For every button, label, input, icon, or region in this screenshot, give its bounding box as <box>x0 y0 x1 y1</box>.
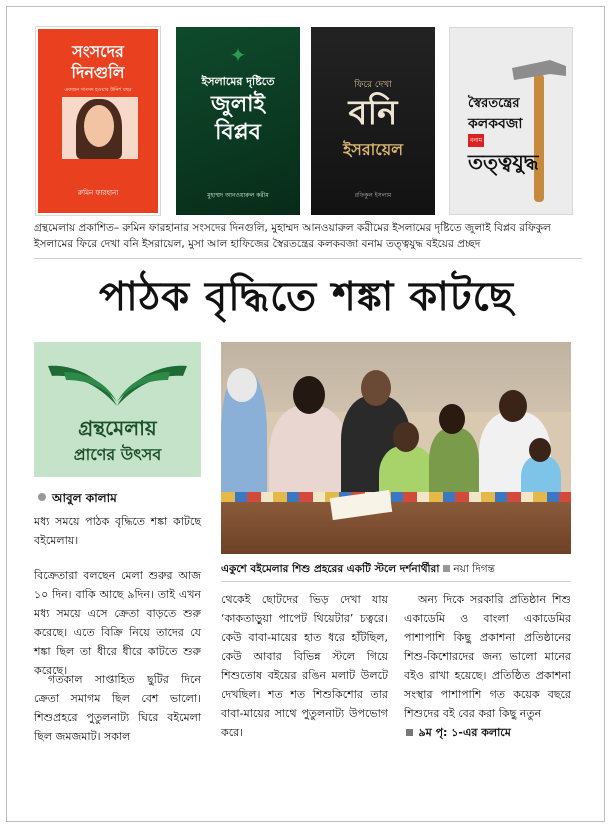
cover-title-top: ইসলামের দৃষ্টিতে <box>201 75 275 88</box>
column1-paragraph3: গতকাল সাপ্তাহিত ছুটির দিনে ক্রেতা সমাগম ছিল বেশ ভালো। শিশুপ্রহরে পুতুলনাট্য ঘিরে বইমেলা ছিল জমজমাট। সকাল <box>34 673 201 743</box>
cover-tag: বনাম <box>468 134 484 147</box>
book-cover-sangsader-dinguli <box>36 27 160 215</box>
continuation-note: ৯ম পৃ: ১-এর কলামে <box>418 726 511 739</box>
book-fair-logo <box>34 342 201 477</box>
open-book-icon <box>42 346 193 410</box>
headline: পাঠক বৃদ্ধিতে শঙ্কা কাটছে <box>99 274 514 320</box>
cover-author: রফিকুল ইসলাম <box>354 192 392 199</box>
cover-author: মুহাম্মদ আনওয়ারুল করীম <box>207 192 269 199</box>
square-icon <box>406 729 413 736</box>
cover-title-top: স্বৈরতন্ত্রের <box>468 96 520 111</box>
cover-title-bottom: তত্ত্বযুদ্ধ <box>468 150 539 174</box>
column2-text: থেকেই ছোটদের ভিড় দেখা যায় ‘কাকতাড়ুয়া পাপেট থিয়েটার’ চত্বরে। কেউ বাবা-মায়ের হাত ধরে হাঁটছিল, কেউ আবার বিভিন্ন স্টলে গিয়ে শিশুতোষ বইয়ের রঙিন মলাট উলটে দেখছিল। শত শত শিশুকিশোর তার বাবা-মায়ের সাথে পুতুলনাট্য উপভোগ করে। <box>221 593 388 739</box>
cover-title-mid: জুলাই <box>211 92 265 117</box>
column1-paragraph2: বিক্রেতারা বলছেন মেলা শুরুর আজ ১০ দিন। বাকি আছে ৯দিন। তাই এখন মধ্য সময়ে এসে ক্রেতা বাড়তে শুরু করেছে। এতে বিক্রি নিয়ে তাদের যে শঙ্কা ছিল তা ধীরে ধীরে কাটতে শুরু করেছে। <box>34 569 201 677</box>
cover-title-top: ফিরে দেখা <box>354 80 392 90</box>
cover-subtitle: একজন সাংসদ হওয়ার উনিশ বছর <box>64 87 132 93</box>
author-portrait <box>62 97 138 159</box>
star-icon: ✦ <box>229 43 247 67</box>
author-name: আবুল কালাম <box>52 491 117 505</box>
bullet-icon <box>38 493 46 501</box>
divider <box>34 258 582 259</box>
column3-text: অন্য দিকে সরকারি প্রতিষ্ঠান শিশু একাডেমি ও বাংলা একাডেমির পাশাপাশি কিছু প্রকাশনা প্রতিষ্ঠানের শিশু-কিশোরদের জন্য ভালো মানের বইও রাখা হয়েছে। প্রতিষ্ঠিত প্রকাশনা সংস্থার পাশাপাশি গত কয়েক বছরে শিশুদের বই বের করা কিছু নতুন ৯ম পৃ: ১-এর কলামে <box>404 593 571 739</box>
cover-author: রুমিন ফারহানা <box>77 189 119 197</box>
book-cover-boni-israel <box>311 27 435 215</box>
cover-title-mid: বনি <box>348 93 398 133</box>
book-cover-july-biplob <box>176 27 300 215</box>
square-icon <box>443 565 450 572</box>
cover-title-bottom: বিপ্লব <box>215 120 261 145</box>
book-fair-photo <box>221 342 571 554</box>
cover-title-bottom: ইসরায়েল <box>342 140 404 159</box>
photo-source: নয়া দিগন্ত <box>453 563 495 575</box>
photo-caption: একুশে বইমেলার শিশু প্রহরের একটি স্টলে দর্শনার্থীরা নয়া দিগন্ত <box>221 563 495 575</box>
logo-line1: গ্রন্থমেলায় <box>78 416 157 440</box>
cover-title-mid: কলকবজা <box>468 116 523 132</box>
logo-line2: প্রাণের উৎসব <box>73 445 162 464</box>
cover-title: সংসদের দিনগুলি <box>71 42 125 82</box>
covers-caption: গ্রন্থমেলায় প্রকাশিত– রুমিন ফারহানার সংসদের দিনগুলি, মুহাম্মদ আনওয়ারুল করীমের ইসলামের দৃষ্টিতে জুলাই বিপ্লব রফিকুল ইসলামের ফিরে দেখা বনি ইসরায়েল, মুসা আল হাফিজের স্বৈরতন্ত্রের কলকবজা বনাম তত্ত্বযুদ্ধ বইয়ের প্রচ্ছদ <box>34 222 551 250</box>
book-cover-swairatantrer-kalkabja <box>449 27 573 215</box>
byline <box>38 490 117 510</box>
divider <box>221 581 571 582</box>
column1-paragraph1: মধ্য সময়ে পাঠক বৃদ্ধিতে শঙ্কা কাটছে বইমেলায়। <box>34 515 201 547</box>
